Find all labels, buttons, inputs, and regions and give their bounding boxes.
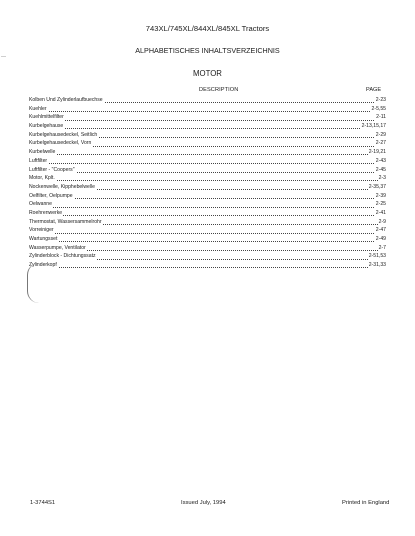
- entry-label: Vorreiniger: [29, 227, 54, 234]
- page-column-header: PAGE: [366, 87, 382, 93]
- entry-page: 2-11: [376, 114, 386, 121]
- dot-leader: [29, 122, 386, 129]
- faint-watermark: [305, 319, 343, 351]
- entry-label: Kurbelgehausedeckel, Vorn: [29, 140, 92, 147]
- index-entry: [29, 174, 386, 183]
- entry-page: 2-13,15,17: [361, 123, 386, 130]
- dot-leader: [29, 174, 386, 181]
- entry-page: 2-39: [375, 192, 386, 199]
- entry-label: Zylinderblock - Dichtungssatz: [29, 253, 96, 260]
- dot-leader: [29, 113, 386, 120]
- index-entry: [29, 105, 386, 114]
- dot-leader: [29, 166, 386, 173]
- index-entry: [29, 183, 386, 192]
- entry-label: Luftfilter: [29, 157, 48, 164]
- index-entry: [29, 261, 386, 270]
- entry-label: Zylinderkopf: [29, 262, 57, 269]
- entry-page: 2-41: [375, 209, 386, 216]
- index-entry: [29, 226, 386, 235]
- entry-page: 2-29: [375, 131, 386, 138]
- dot-leader: [29, 148, 386, 155]
- dot-leader: [29, 200, 386, 207]
- section-title: MOTOR: [193, 69, 222, 78]
- index-entry: [29, 148, 386, 157]
- dot-leader: [29, 209, 386, 216]
- entry-page: 2-19,21: [368, 149, 386, 156]
- dot-leader: [29, 226, 386, 233]
- entry-label: Wasserpumpe, Ventilator: [29, 244, 86, 251]
- entry-page: 2-27: [375, 140, 386, 147]
- dot-leader: [29, 235, 386, 242]
- index-entry: [29, 200, 386, 209]
- index-entry: [29, 192, 386, 201]
- entry-label: Motor, Kplt.: [29, 175, 55, 182]
- index-list: [29, 96, 386, 270]
- entry-label: Kuehlmittelfilter: [29, 114, 64, 121]
- index-entry: [29, 244, 386, 253]
- dot-leader: [29, 261, 386, 268]
- index-entry: [29, 157, 386, 166]
- entry-page: 2-25: [375, 201, 386, 208]
- binding-hole-mark: [27, 263, 40, 303]
- scan-mark: [1, 56, 6, 57]
- entry-page: 2-7: [378, 244, 386, 251]
- entry-label: Nockenwelle, Kipphebelwelle: [29, 183, 95, 190]
- entry-label: Oelfilter, Oelpumpe: [29, 192, 73, 199]
- entry-label: Kurbelgehausedeckel, Seitlich: [29, 131, 98, 138]
- description-column-header: DESCRIPTION: [199, 87, 239, 93]
- index-entry: [29, 139, 386, 148]
- index-entry: [29, 96, 386, 105]
- entry-label: Thermostat, Wassersammelrohr: [29, 218, 102, 225]
- entry-page: 2-5,55: [371, 105, 386, 112]
- index-entry: [29, 166, 386, 175]
- entry-label: Luftfilter - "Coopers": [29, 166, 75, 173]
- index-entry: [29, 131, 386, 140]
- entry-page: 2-51,53: [368, 253, 386, 260]
- printed-location: Printed in England: [342, 500, 390, 506]
- entry-label: Wartungsset: [29, 236, 58, 242]
- dot-leader: [29, 105, 386, 112]
- entry-page: 2-31,33: [368, 262, 386, 269]
- document-title: 743XL/745XL/844XL/845XL Tractors: [145, 24, 270, 33]
- issue-date: Issued July, 1994: [181, 500, 226, 506]
- entry-page: 2-23: [375, 97, 386, 103]
- entry-label: Kolben Und Zylinderlaufbuechse: [29, 97, 103, 103]
- entry-label: Kurbelgehause: [29, 123, 64, 130]
- entry-page: 2-49: [375, 236, 386, 242]
- entry-label: Kuehler: [29, 105, 47, 112]
- index-entry: [29, 113, 386, 122]
- index-entry: [29, 252, 386, 261]
- entry-page: 2-43: [375, 157, 386, 164]
- index-entry: [29, 122, 386, 131]
- entry-page: 2-45: [375, 166, 386, 173]
- index-entry: [29, 218, 386, 227]
- index-entry: [29, 235, 386, 244]
- document-subtitle: ALPHABETISCHES INHALTSVERZEICHNIS: [135, 46, 280, 55]
- entry-page: 2-3: [378, 175, 386, 182]
- dot-leader: [29, 192, 386, 199]
- entry-label: Oelwanne: [29, 201, 52, 208]
- entry-label: Kurbelwelle: [29, 149, 56, 156]
- dot-leader: [29, 157, 386, 164]
- entry-page: 2-35,37: [368, 183, 386, 190]
- entry-page: 2-9: [378, 218, 386, 225]
- entry-label: Roehrenwerke: [29, 209, 63, 216]
- entry-page: 2-47: [375, 227, 386, 234]
- index-entry: [29, 209, 386, 218]
- part-number: 1-3744S1: [30, 500, 56, 506]
